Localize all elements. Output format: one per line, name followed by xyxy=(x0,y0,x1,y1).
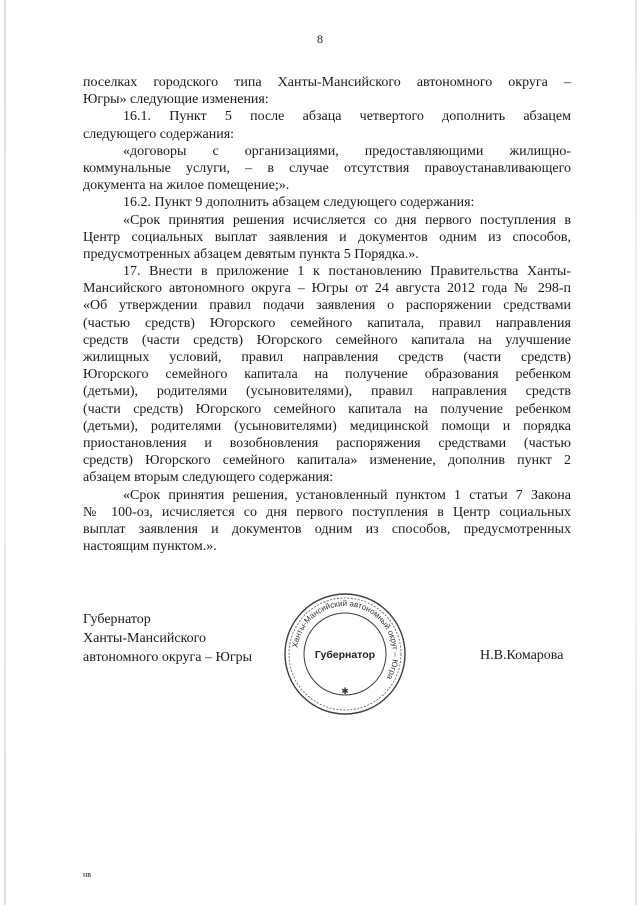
text-line: выплат заявления и документов одним из способов, предусмотренных xyxy=(83,521,571,537)
text-line: «договоры с организациями, предоставляющими жилищно- xyxy=(123,143,571,159)
text-line: 16.1. Пункт 5 после абзаца четвертого дополнить абзацем xyxy=(123,109,571,125)
official-seal-stamp xyxy=(283,592,407,716)
scan-edge-left xyxy=(4,0,6,905)
page-number: 8 xyxy=(317,32,323,46)
seal-bottom-star-icon: ✱ xyxy=(341,686,349,696)
signature-title xyxy=(83,610,252,667)
text-line: поселках городского типа Ханты-Мансийского автономного округа – xyxy=(83,75,571,90)
text-line: документа на жилое помещение;». xyxy=(83,178,290,194)
text-line: абзацем вторым следующего содержания: xyxy=(83,470,334,486)
text-line: приостановления и возобновления распоряжения средствами (частью xyxy=(83,435,571,451)
text-line: (части средств) Югорского семейного капитала на получение ребенком xyxy=(83,401,571,417)
text-line: Мансийского автономного округа – Югры от 24 августа 2012 года № 298-п xyxy=(83,281,571,297)
body-text xyxy=(83,74,571,555)
signature-title-line: Ханты-Мансийского xyxy=(83,631,207,646)
text-line: средств (части средств) Югорского семейного капитала на улучшение xyxy=(83,332,571,348)
text-line: жилищных условий, правил направления средств (части средств) xyxy=(83,350,571,365)
text-line: предусмотренных абзацем девятым пункта 5 Порядка.». xyxy=(83,246,419,262)
text-line: Центр социальных выплат заявления и документов одним из способов, xyxy=(83,229,571,245)
scan-edge-right xyxy=(635,0,637,905)
text-line: (частью средств) Югорского семейного капитала, правил направления xyxy=(83,315,571,331)
text-line: настоящим пунктом.». xyxy=(83,539,217,555)
text-line: Югорского семейного капитала на получение образования ребенком xyxy=(83,367,571,383)
text-line: № 100-оз, исчисляется со дня первого поступления в Центр социальных xyxy=(83,504,571,520)
text-line: коммунальные услуги, – в случае отсутствия правоустанавливающего xyxy=(83,160,571,176)
signatory-name: Н.В.Комарова xyxy=(480,648,564,663)
footer-code: нв xyxy=(83,870,92,879)
text-line: «Об утверждении правил подачи заявления о распоряжении средствами xyxy=(83,298,571,314)
text-line: «Срок принятия решения, установленный пунктом 1 статьи 7 Закона xyxy=(123,487,571,503)
text-line: 16.2. Пункт 9 дополнить абзацем следующего содержания: xyxy=(123,195,475,211)
signature-title-line: автономного округа – Югры xyxy=(83,650,252,665)
text-line: следующего содержания: xyxy=(83,126,235,142)
seal-ring-text: Ханты-Мансийский автономный округ – Югра xyxy=(290,598,401,682)
text-line: (детьми), родителями (усыновителями) медицинской помощи и порядка xyxy=(83,418,571,434)
seal-center-text: Губернатор xyxy=(314,649,376,661)
text-line: Югры» следующие изменения: xyxy=(83,92,269,108)
text-line: (детьми), родителями (усыновителями), правил направления средств xyxy=(83,384,571,400)
text-line: «Срок принятия решения исчисляется со дня первого поступления в xyxy=(123,212,571,228)
text-line: средств) Югорского семейного капитала» изменение, дополнив пункт 2 xyxy=(83,453,571,469)
signature-title-line: Губернатор xyxy=(83,612,151,627)
text-line: 17. Внести в приложение 1 к постановлению Правительства Ханты- xyxy=(123,264,571,280)
